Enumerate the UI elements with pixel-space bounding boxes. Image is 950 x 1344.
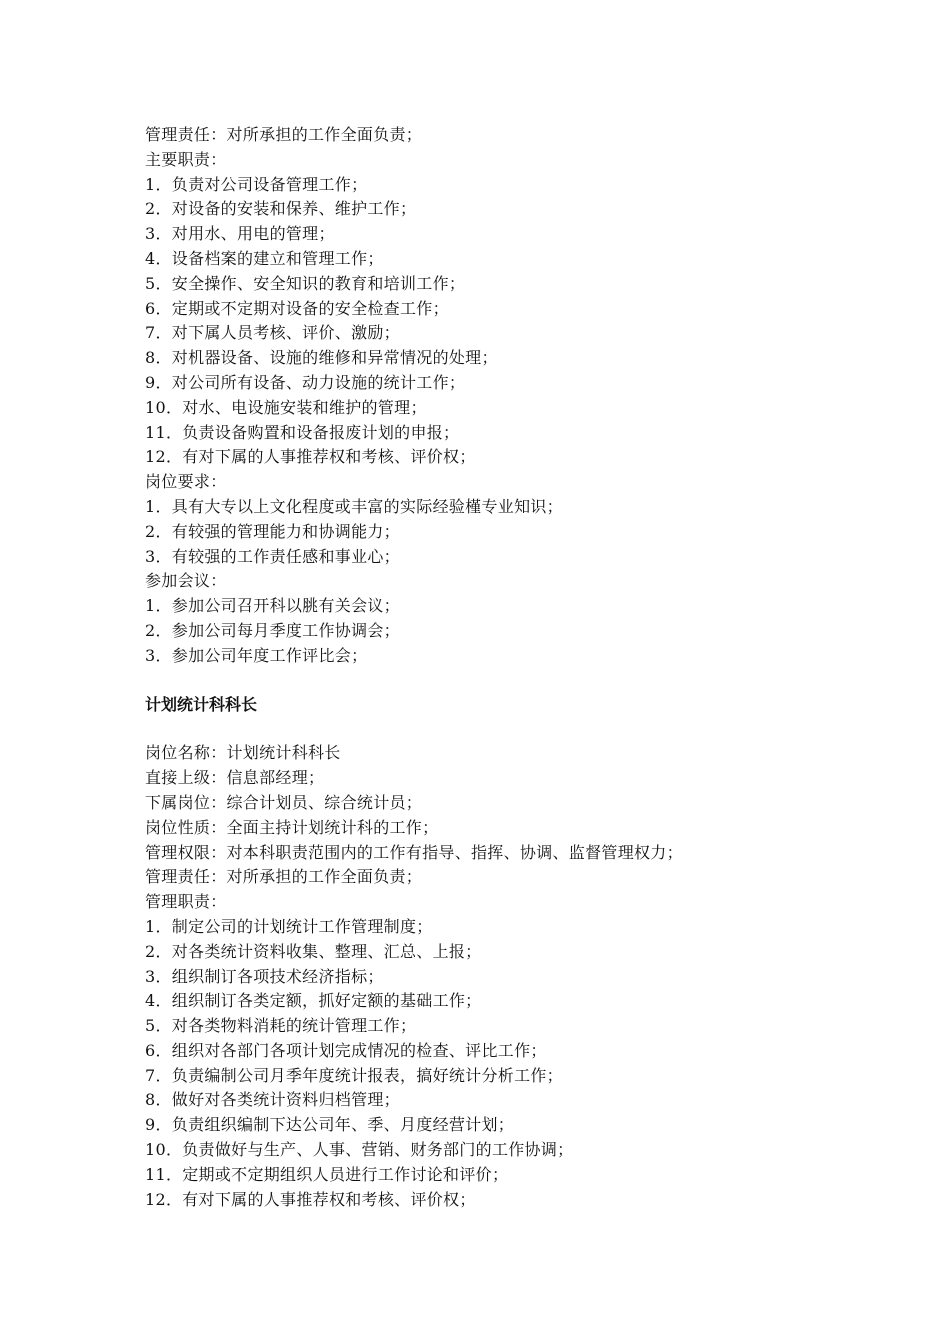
text-line: 9．对公司所有设备、动力设施的统计工作； [145,372,466,392]
text-line: 2．参加公司每月季度工作协调会； [145,620,400,640]
text-line: 4．设备档案的建立和管理工作； [145,248,384,268]
text-line: 9．负责组织编制下达公司年、季、月度经营计划； [145,1115,515,1135]
section-equipment-duties [145,123,905,669]
text-line: 岗位性质：全面主持计划统计科的工作； [145,817,439,837]
text-line: 12．有对下属的人事推荐权和考核、评价权； [145,447,476,467]
text-line: 管理职责： [145,892,227,912]
text-line: 2．有较强的管理能力和协调能力； [145,521,400,541]
text-line: 3．组织制订各项技术经济指标； [145,966,384,986]
text-line: 2．对设备的安装和保养、维护工作； [145,199,417,219]
text-line: 10．负责做好与生产、人事、营销、财务部门的工作协调； [145,1140,574,1160]
text-line: 3．有较强的工作责任感和事业心； [145,546,400,566]
text-line: 2．对各类统计资料收集、整理、汇总、上报； [145,941,482,961]
text-line: 12．有对下属的人事推荐权和考核、评价权； [145,1189,476,1209]
text-line: 3．对用水、用电的管理； [145,224,335,244]
text-line: 主要职责： [145,149,227,169]
text-line: 11．定期或不定期组织人员进行工作讨论和评价； [145,1164,509,1184]
text-line: 7．负责编制公司月季年度统计报表，搞好统计分析工作； [145,1065,563,1085]
text-line: 5．安全操作、安全知识的教育和培训工作； [145,273,466,293]
text-line: 参加会议： [145,571,227,591]
text-line: 直接上级：信息部经理； [145,768,325,788]
text-line: 1．制定公司的计划统计工作管理制度； [145,916,433,936]
text-line: 管理责任：对所承担的工作全面负责； [145,867,423,887]
text-line: 管理责任：对所承担的工作全面负责； [145,125,423,144]
text-line: 1．具有大专以上文化程度或丰富的实际经验槿专业知识； [145,496,563,516]
text-line: 8．做好对各类统计资料归档管理； [145,1090,400,1110]
text-line: 6．组织对各部门各项计划完成情况的检查、评比工作； [145,1040,547,1060]
text-line: 4．组织制订各类定额，抓好定额的基础工作； [145,991,482,1011]
text-line: 1．参加公司召开科以脁有关会议； [145,596,400,616]
text-line: 8．对机器设备、设施的维修和异常情况的处理； [145,348,498,368]
section-planning-statistics [145,741,905,1212]
text-line: 5．对各类物料消耗的统计管理工作； [145,1016,417,1036]
text-line: 11．负责设备购置和设备报废计划的申报； [145,422,460,442]
section-heading: 计划统计科科长 [145,694,258,714]
document-page [145,123,905,1212]
text-line: 6．定期或不定期对设备的安全检查工作； [145,298,449,318]
text-line: 10．对水、电设施安装和维护的管理； [145,397,427,417]
text-line: 下属岗位：综合计划员、综合统计员； [145,792,423,812]
text-line: 1．负责对公司设备管理工作； [145,174,368,194]
text-line: 7．对下属人员考核、评价、激励； [145,323,400,343]
text-line: 岗位名称：计划统计科科长 [145,743,341,763]
text-line: 岗位要求： [145,472,227,492]
text-line: 3．参加公司年度工作评比会； [145,645,368,665]
text-line: 管理权限：对本科职责范围内的工作有指导、指挥、协调、监督管理权力； [145,842,683,862]
